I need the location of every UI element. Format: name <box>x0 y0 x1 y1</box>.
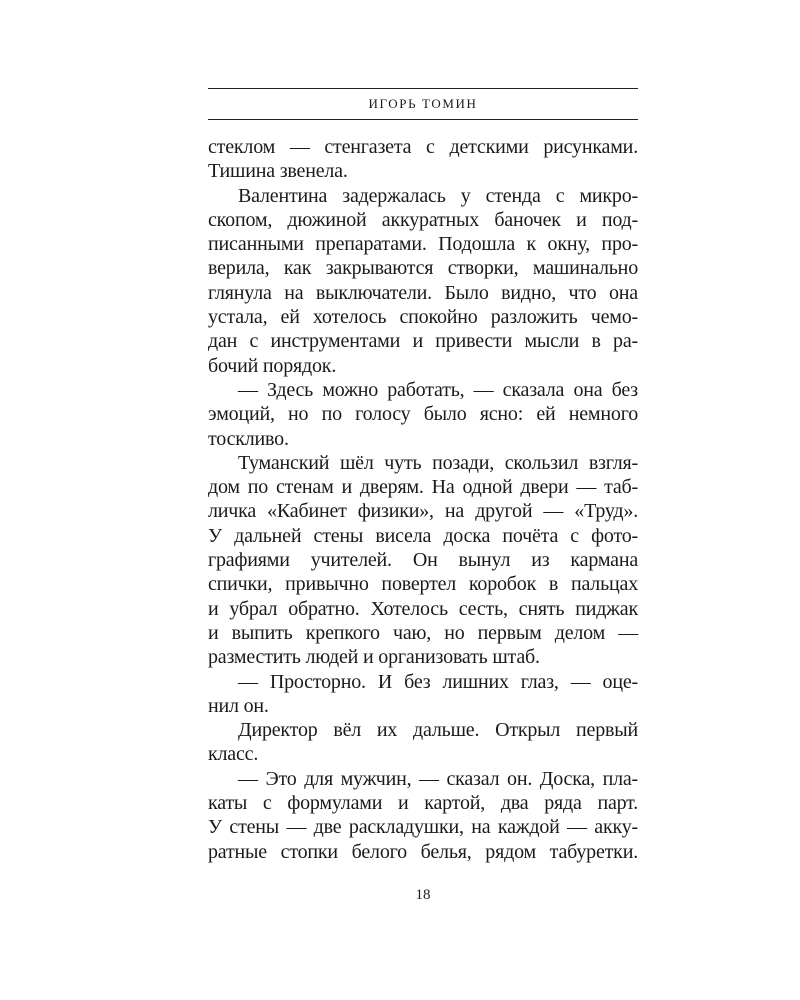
text-line: разместить людей и организовать штаб. <box>208 646 540 669</box>
text-line: глянула на выключатели. Было видно, что она <box>208 281 638 304</box>
text-line: эмоций, но по голосу было ясно: ей немного <box>208 403 638 426</box>
text-line: — Здесь можно работать, — сказала она без <box>238 378 638 401</box>
text-line: и убрал обратно. Хотелось сесть, снять пиджак <box>208 597 638 620</box>
text-line: — Просторно. И без лишних глаз, — оце- <box>238 670 638 693</box>
text-line: личка «Кабинет физики», на другой — «Труд». <box>208 500 638 523</box>
text-line: устала, ей хотелось спокойно разложить чемо- <box>208 306 638 329</box>
text-line: класс. <box>208 743 259 766</box>
body-text <box>208 135 638 864</box>
text-line: и выпить крепкого чаю, но первым делом — <box>208 621 638 644</box>
page-number: 18 <box>415 887 431 903</box>
text-line: Туманский шёл чуть позади, скользил взгля- <box>238 451 638 474</box>
text-line: писанными препаратами. Подошла к окну, про- <box>208 233 638 256</box>
text-line: дан с инструментами и привести мысли в ра- <box>208 330 638 353</box>
text-line: тоскливо. <box>208 427 289 450</box>
text-line: скопом, дюжиной аккуратных баночек и под- <box>208 208 638 231</box>
text-line: Тишина звенела. <box>208 160 348 183</box>
text-line: У стены — две раскладушки, на каждой — акку- <box>208 816 638 839</box>
header-top-rule <box>208 88 638 89</box>
text-line: — Это для мужчин, — сказал он. Доска, пла- <box>238 767 638 790</box>
text-line: каты с формулами и картой, два ряда парт. <box>208 792 638 815</box>
text-line: графиями учителей. Он вынул из кармана <box>208 549 638 572</box>
text-line: Валентина задержалась у стенда с микро- <box>238 184 638 207</box>
text-line: Директор вёл их дальше. Открыл первый <box>238 719 638 742</box>
text-line: спички, привычно повертел коробок в пальцах <box>208 573 638 596</box>
running-head-author: ИГОРЬ ТОМИН <box>368 96 478 111</box>
text-line: дом по стенам и дверям. На одной двери — таб- <box>208 476 638 499</box>
text-line: верила, как закрываются створки, машинально <box>208 257 638 280</box>
text-line: стеклом — стенгазета с детскими рисунками. <box>208 136 638 158</box>
header-bottom-rule <box>208 119 638 120</box>
text-line: У дальней стены висела доска почёта с фото- <box>208 524 638 547</box>
text-line: нил он. <box>208 694 269 717</box>
text-line: бочий порядок. <box>208 354 337 377</box>
text-line: ратные стопки белого белья, рядом табуретки. <box>208 840 638 863</box>
